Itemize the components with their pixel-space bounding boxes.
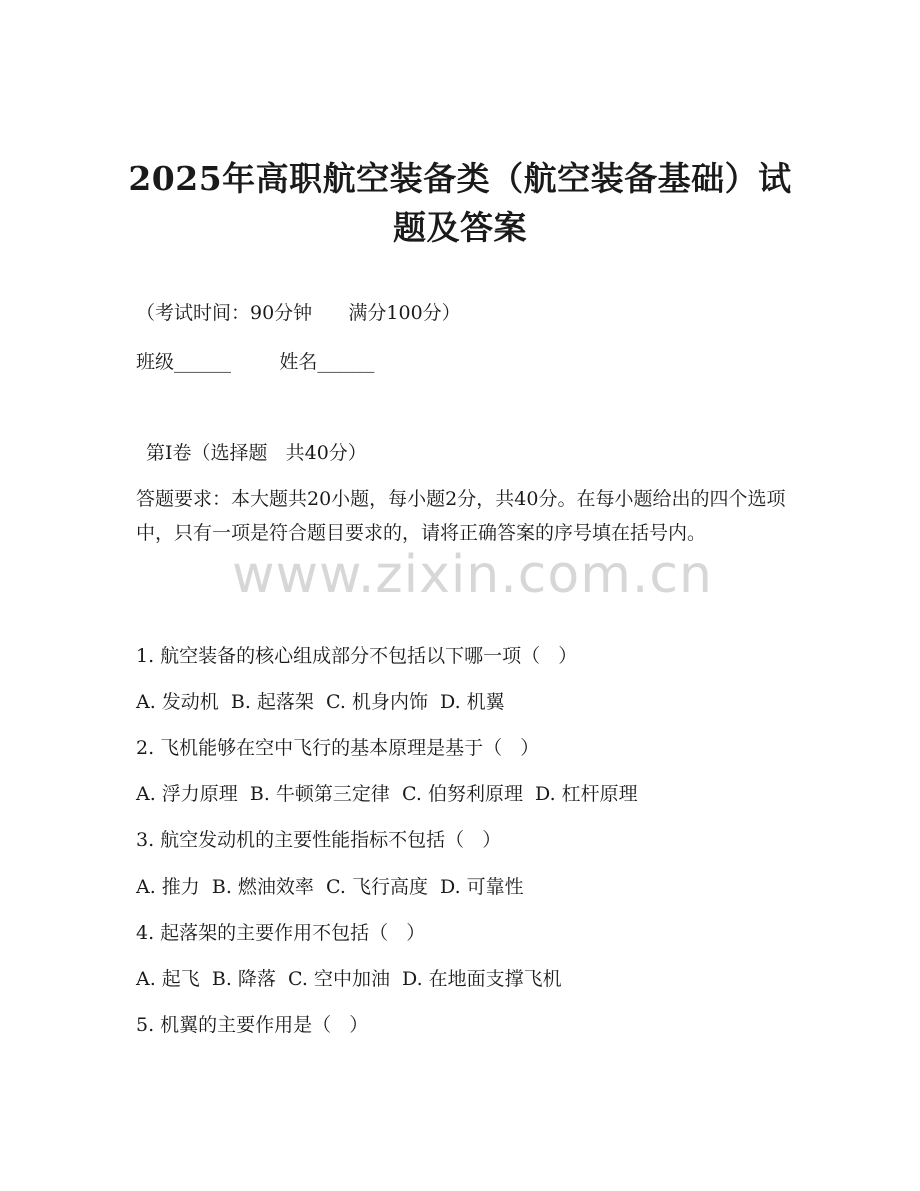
- document-title-line-2: 题及答案: [393, 208, 527, 247]
- answer-instructions: 答题要求：本大题共20小题，每小题2分，共40分。在每小题给出的四个选项中，只有一项是符合题目要求的，请将正确答案的序号填在括号内。: [136, 488, 786, 544]
- watermark: www.zixin.com.cn: [232, 545, 713, 605]
- question-4-options: A. 起飞 B. 降落 C. 空中加油 D. 在地面支撑飞机: [136, 968, 562, 990]
- question-3-options: A. 推力 B. 燃油效率 C. 飞行高度 D. 可靠性: [136, 876, 524, 898]
- question-2-options: A. 浮力原理 B. 牛顿第三定律 C. 伯努利原理 D. 杠杆原理: [136, 783, 638, 805]
- section-heading: 第I卷（选择题 共40分）: [146, 442, 367, 464]
- exam-info: （考试时间：90分钟 满分100分）: [136, 302, 461, 324]
- question-5: 5. 机翼的主要作用是（ ）: [136, 1014, 369, 1036]
- class-name-fields: 班级______ 姓名______: [136, 351, 375, 373]
- question-1: 1. 航空装备的核心组成部分不包括以下哪一项（ ）: [136, 645, 578, 667]
- question-2: 2. 飞机能够在空中飞行的基本原理是基于（ ）: [136, 737, 540, 759]
- question-1-options: A. 发动机 B. 起落架 C. 机身内饰 D. 机翼: [136, 691, 505, 713]
- document-title-line-1: 2025年高职航空装备类（航空装备基础）试: [128, 159, 792, 198]
- question-3: 3. 航空发动机的主要性能指标不包括（ ）: [136, 829, 502, 851]
- question-4: 4. 起落架的主要作用不包括（ ）: [136, 922, 426, 944]
